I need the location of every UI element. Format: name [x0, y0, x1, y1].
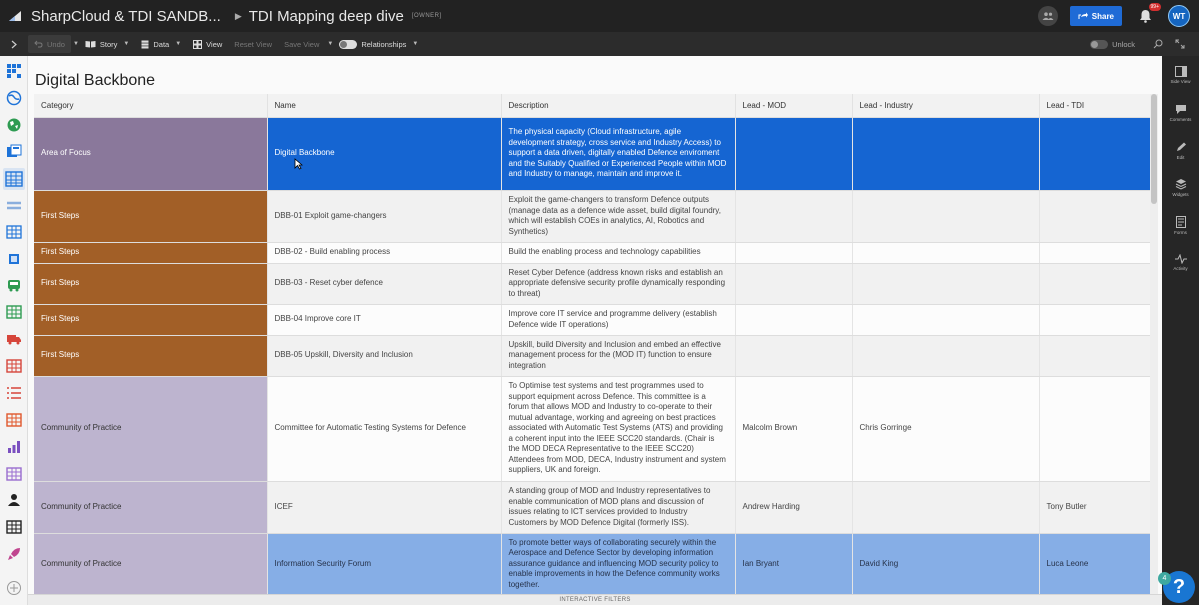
forms-label: Forms [1174, 230, 1187, 235]
table-row[interactable] [34, 304, 1150, 335]
unlock-switch[interactable] [1090, 40, 1108, 49]
lead-mod-cell[interactable] [735, 190, 852, 242]
name-cell[interactable]: Digital Backbone [267, 117, 501, 190]
lead-mod-cell[interactable]: Ian Bryant [735, 533, 852, 595]
category-cell[interactable]: Community of Practice [34, 533, 267, 595]
undo-icon [34, 40, 43, 48]
table-row[interactable] [34, 335, 1150, 376]
description-cell[interactable]: To promote better ways of collaborating securely within the Aerospace and Defence Sector by developing information assurance guidance and influencing MOD security policy to enable improvements in how the Defence community works together. [501, 533, 735, 595]
category-cell[interactable]: First Steps [34, 242, 267, 263]
grid-table-view-icon[interactable] [6, 224, 22, 240]
name-cell[interactable]: DBB-03 - Reset cyber defence [267, 263, 501, 304]
lead-tdi-cell[interactable] [1039, 263, 1150, 304]
lead-industry-cell[interactable]: David King [852, 533, 1039, 595]
name-cell[interactable]: Committee for Automatic Testing Systems for Defence [267, 376, 501, 481]
purple-table-view-icon[interactable] [6, 466, 22, 482]
data-menu-button[interactable] [135, 35, 187, 53]
category-cell[interactable]: First Steps [34, 335, 267, 376]
side-view-button[interactable] [1162, 66, 1199, 84]
description-cell[interactable]: Improve core IT service and programme delivery (establish Defence wide IT operations) [501, 304, 735, 335]
unlock-toggle[interactable] [1084, 35, 1141, 53]
toolbar-right [1084, 32, 1199, 56]
data-label: Data [153, 39, 170, 49]
bar-chart-view-icon[interactable] [6, 439, 22, 455]
category-cell[interactable]: First Steps [34, 304, 267, 335]
table-view-icon [3, 168, 25, 190]
comments-label: Comments [1169, 117, 1192, 122]
column-header-lead-mod[interactable]: Lead - MOD [735, 94, 852, 117]
column-header-category[interactable]: Category [34, 94, 267, 117]
description-cell[interactable]: Upskill, build Diversity and Inclusion and embed an effective management process for the (MOD IT) function to ensure integration [501, 335, 735, 376]
right-panel-rail [1162, 56, 1199, 605]
story-menu-button[interactable] [79, 35, 135, 53]
scrollbar-thumb[interactable] [1151, 94, 1157, 204]
comments-button[interactable] [1162, 104, 1199, 122]
category-cell[interactable]: Community of Practice [34, 376, 267, 481]
breadcrumb-sharpcloud[interactable]: SharpCloud & TDI SANDB... [31, 7, 221, 25]
lead-industry-cell[interactable] [852, 304, 1039, 335]
notification-count-badge: 99+ [1150, 4, 1159, 10]
title-bar [0, 0, 1199, 32]
layers-icon [1175, 178, 1187, 190]
truck-view-icon[interactable] [6, 331, 22, 347]
table-row[interactable] [34, 190, 1150, 242]
views-sidebar [0, 56, 28, 605]
user-avatar[interactable]: WT [1168, 5, 1190, 27]
lead-tdi-cell[interactable] [1039, 117, 1150, 190]
rocket-view-icon[interactable] [6, 546, 22, 562]
expand-chevron-icon[interactable] [0, 40, 28, 49]
lead-tdi-cell[interactable]: Luca Leone [1039, 533, 1150, 595]
save-view-button[interactable]: Save View [284, 39, 320, 49]
toolbar [0, 32, 1199, 56]
share-button[interactable] [1070, 6, 1122, 26]
table-row[interactable] [34, 533, 1150, 595]
globe-view-icon[interactable] [6, 90, 22, 106]
view-button[interactable] [187, 35, 228, 53]
fullscreen-icon[interactable] [1169, 35, 1191, 53]
category-cell[interactable]: Community of Practice [34, 481, 267, 533]
pencil-icon [1175, 142, 1187, 153]
undo-label: Undo [47, 39, 65, 49]
bus-view-icon[interactable] [6, 277, 22, 293]
lead-mod-cell[interactable]: Malcolm Brown [735, 376, 852, 481]
undo-dropdown-icon[interactable]: ▼ [72, 41, 79, 47]
lead-mod-cell[interactable]: Andrew Harding [735, 481, 852, 533]
form-icon [1176, 216, 1186, 228]
description-cell[interactable]: Exploit the game-changers to transform Defence outputs (manage data as a defence wide asset, build digital foundry, which will establish COEs in analytics, AI, Robotics and Synthetics) [501, 190, 735, 242]
relationships-toggle[interactable] [333, 35, 424, 53]
widgets-button[interactable] [1162, 178, 1199, 197]
items-table [34, 94, 1150, 605]
activity-icon [1175, 254, 1187, 264]
table-view-tab-active[interactable] [3, 168, 25, 190]
lead-industry-cell[interactable] [852, 335, 1039, 376]
share-icon [1078, 12, 1088, 20]
category-cell[interactable]: First Steps [34, 263, 267, 304]
description-cell[interactable]: Build the enabling process and technology capabilities [501, 242, 735, 263]
lead-industry-cell[interactable] [852, 481, 1039, 533]
comment-icon [1175, 104, 1187, 115]
name-cell[interactable]: DBB-01 Exploit game-changers [267, 190, 501, 242]
table-row[interactable] [34, 376, 1150, 481]
lead-mod-cell[interactable] [735, 263, 852, 304]
red-table-view-icon[interactable] [6, 358, 22, 374]
category-cell[interactable]: First Steps [34, 190, 267, 242]
lead-mod-cell[interactable] [735, 242, 852, 263]
forms-button[interactable] [1162, 216, 1199, 235]
notifications-button[interactable] [1136, 4, 1159, 26]
black-table-view-icon[interactable] [6, 519, 22, 535]
green-table-view-icon[interactable] [6, 304, 22, 320]
interactive-filters-bar[interactable]: INTERACTIVE FILTERS [28, 594, 1162, 605]
add-view-icon[interactable] [6, 580, 22, 596]
bell-icon [1139, 9, 1152, 23]
column-header-lead-industry[interactable]: Lead - Industry [852, 94, 1039, 117]
help-notification-badge: 4 [1158, 572, 1171, 585]
lead-mod-cell[interactable] [735, 335, 852, 376]
activity-button[interactable] [1162, 254, 1199, 271]
search-icon[interactable] [1147, 35, 1169, 53]
breadcrumb-separator-icon: ▶ [234, 10, 242, 21]
edit-label: Edit [1176, 155, 1185, 160]
reset-view-button[interactable]: Reset View [234, 39, 273, 49]
data-dropdown-icon: ▼ [175, 41, 182, 47]
lead-industry-cell[interactable]: Chris Gorringe [852, 376, 1039, 481]
lead-industry-cell[interactable] [852, 242, 1039, 263]
lead-mod-cell[interactable] [735, 304, 852, 335]
undo-button[interactable] [28, 35, 71, 53]
name-cell[interactable]: DBB-04 Improve core IT [267, 304, 501, 335]
page-title: Digital Backbone [35, 72, 156, 89]
relationships-label: Relationships [361, 39, 407, 49]
description-cell[interactable]: A standing group of MOD and Industry representatives to enable communication of MOD plans and discussion of issues relating to ICT services provided to Industry Customers by MOD Defence Digital (formerly ISS). [501, 481, 735, 533]
help-button[interactable]: ? [1163, 571, 1195, 603]
lead-industry-cell[interactable] [852, 190, 1039, 242]
description-cell[interactable]: The physical capacity (Cloud infrastructure, agile development strategy, cross service and Industry Access) to support a data driven, digitally enabled Defence enviroment and the Suitably Qualified or Experienced People within MOD and Industry to manage, maintain and improve it. [501, 117, 735, 190]
view-label: View [206, 39, 223, 49]
table-row[interactable] [34, 117, 1150, 190]
widgets-label: Widgets [1172, 192, 1189, 197]
unlock-label: Unlock [1112, 39, 1135, 49]
title-bar-actions [1038, 0, 1199, 32]
relationships-dropdown-icon: ▼ [412, 41, 419, 47]
story-dropdown-icon: ▼ [123, 41, 130, 47]
column-header-description[interactable]: Description [501, 94, 735, 117]
side-view-label: Side View [1170, 79, 1191, 84]
timeline-view-icon[interactable] [6, 198, 22, 214]
story-label: Story [99, 39, 118, 49]
lead-industry-cell[interactable] [852, 263, 1039, 304]
grid-view-icon [193, 40, 202, 49]
owner-tag: [OWNER] [411, 13, 442, 19]
table-scrollbar[interactable] [1150, 94, 1158, 605]
book-icon [85, 40, 96, 48]
edit-button[interactable] [1162, 142, 1199, 160]
breadcrumb-story-title[interactable]: TDI Mapping deep dive [248, 7, 404, 25]
table-header-row [34, 94, 1150, 117]
share-button-label: Share [1091, 11, 1114, 21]
list-view-icon[interactable] [6, 385, 22, 401]
main-content [28, 56, 1162, 605]
table-row[interactable] [34, 481, 1150, 533]
roadmap-view-icon[interactable] [6, 63, 22, 79]
lead-tdi-cell[interactable] [1039, 242, 1150, 263]
relationships-switch[interactable] [339, 40, 357, 49]
name-cell[interactable]: Information Security Forum [267, 533, 501, 595]
description-cell[interactable]: Reset Cyber Defence (address known risks and establish an appropriate defensive security profile dynamically responding to threat) [501, 263, 735, 304]
people-view-icon[interactable] [6, 492, 22, 508]
lead-tdi-cell[interactable] [1039, 376, 1150, 481]
lead-industry-cell[interactable] [852, 117, 1039, 190]
name-cell[interactable]: DBB-02 - Build enabling process [267, 242, 501, 263]
lead-tdi-cell[interactable] [1039, 304, 1150, 335]
lead-tdi-cell[interactable] [1039, 335, 1150, 376]
column-header-name[interactable]: Name [267, 94, 501, 117]
lead-tdi-cell[interactable]: Tony Butler [1039, 481, 1150, 533]
name-cell[interactable]: DBB-05 Upskill, Diversity and Inclusion [267, 335, 501, 376]
chip-view-icon[interactable] [6, 251, 22, 267]
activity-label: Activity [1173, 266, 1188, 271]
world-view-icon[interactable] [6, 117, 22, 133]
database-icon [141, 40, 149, 49]
side-view-icon [1175, 66, 1187, 77]
lead-tdi-cell[interactable] [1039, 190, 1150, 242]
story-pages-view-icon[interactable] [6, 144, 22, 160]
lead-mod-cell[interactable] [735, 117, 852, 190]
category-cell[interactable]: Area of Focus [34, 117, 267, 190]
team-icon[interactable] [1038, 6, 1058, 26]
table-row[interactable] [34, 263, 1150, 304]
column-header-lead-tdi[interactable]: Lead - TDI [1039, 94, 1150, 117]
save-view-dropdown-icon[interactable]: ▼ [327, 41, 334, 47]
name-cell[interactable]: ICEF [267, 481, 501, 533]
table-row[interactable] [34, 242, 1150, 263]
orange-table-view-icon[interactable] [6, 412, 22, 428]
sharpcloud-logo-icon[interactable] [0, 0, 30, 32]
mouse-cursor-icon [294, 158, 303, 170]
description-cell[interactable]: To Optimise test systems and test programmes used to support equipment across Defence. This committee is a forum that allows MOD and Industry to co-operate to their mutual advantage, working and agreeing on best practices associated with Automatic Test Systems (ATS) and providing a coherent input into the IEEE SCC20 standards. (Chair is the MOD DECA Representative to the IEEE SCC20) Attendees from MOD, DECA, Industry instrument and system suppliers, UK and foreign. [501, 376, 735, 481]
